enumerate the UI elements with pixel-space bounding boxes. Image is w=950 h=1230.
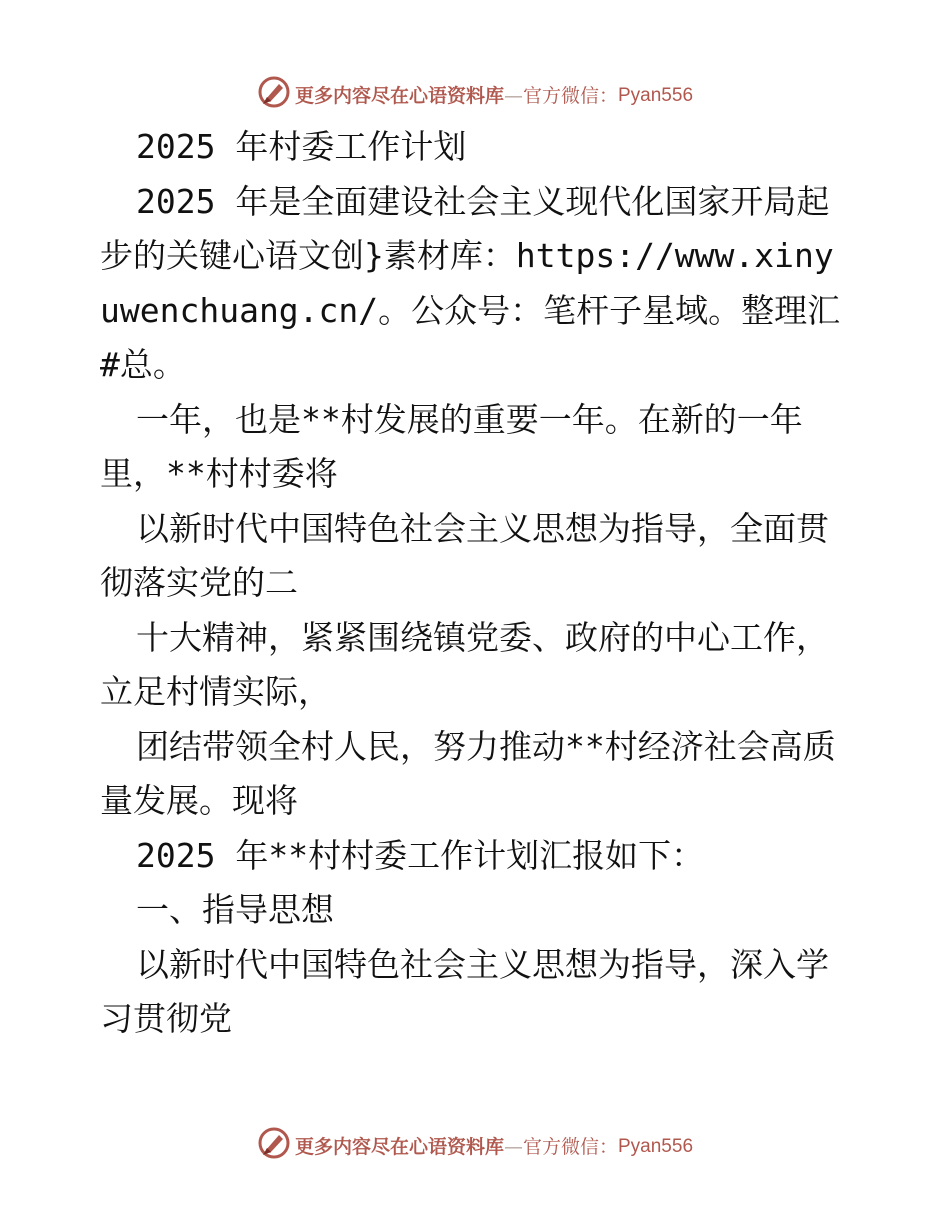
paragraph: 团结带领全村人民，努力推动**村经济社会高质量发展。现将 — [100, 726, 836, 820]
paragraph: 2025 年是全面建设社会主义现代化国家开局起步的关键心语文创}素材库：https://www.xinyuwenchuang.cn/。公众号：笔杆子星域。整理汇#总。 — [100, 181, 841, 384]
paragraph: 以新时代中国特色社会主义思想为指导，深入学习贯彻党 — [100, 944, 829, 1038]
pen-logo-icon — [257, 1126, 291, 1168]
banner-wechat-label: 官方微信： — [522, 1136, 618, 1158]
paragraph: 一年，也是**村发展的重要一年。在新的一年里，**村村委将 — [100, 399, 803, 493]
paragraph: 以新时代中国特色社会主义思想为指导，全面贯彻落实党的二 — [100, 508, 829, 602]
pen-logo-icon — [257, 75, 291, 117]
section-heading: 一、指导思想 — [136, 890, 334, 929]
footer-banner — [0, 1126, 950, 1168]
document-body — [100, 120, 850, 1047]
banner-separator: — — [503, 1136, 523, 1158]
header-banner — [0, 75, 950, 117]
banner-title: 更多内容尽在心语资料库 — [294, 85, 504, 107]
paragraph: 十大精神，紧紧围绕镇党委、政府的中心工作，立足村情实际， — [100, 617, 829, 711]
doc-title: 2025 年村委工作计划 — [136, 127, 467, 166]
paragraph: 2025 年**村村委工作计划汇报如下： — [136, 835, 705, 875]
banner-wechat-label: 官方微信： — [522, 85, 618, 107]
banner-title: 更多内容尽在心语资料库 — [294, 1136, 504, 1158]
banner-wechat-id: Pyan556 — [618, 85, 694, 106]
banner-separator: — — [503, 85, 523, 107]
banner-wechat-id: Pyan556 — [618, 1136, 694, 1157]
